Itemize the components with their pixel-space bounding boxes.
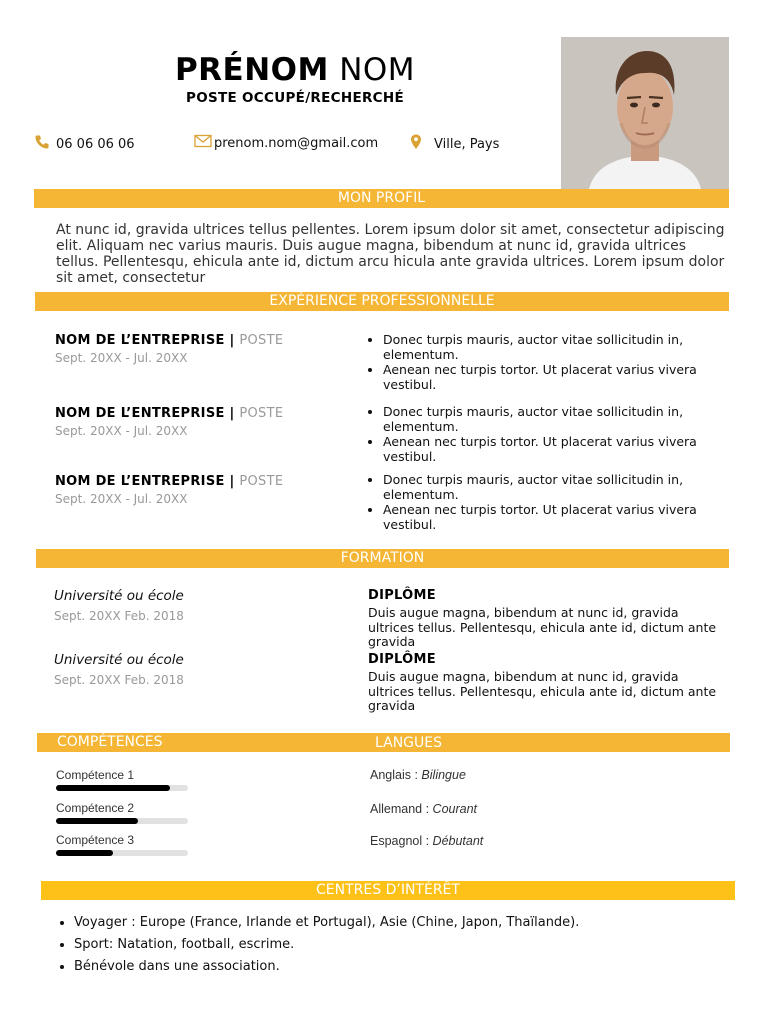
list-item: • Donec turpis mauris, auctor vitae sollicitudin in, elementum. [383, 473, 729, 502]
list-item: • Voyager : Europe (France, Irlande et Portugal), Asie (Chine, Japon, Thaïlande). [74, 912, 736, 933]
degree-title: DIPLÔME [368, 652, 436, 667]
email-address[interactable]: prenom.nom@gmail.com [214, 135, 379, 151]
education-detail-1 [368, 588, 728, 649]
experience-date: Sept. 20XX - Jul. 20XX [55, 424, 188, 438]
experience-entry-3 [55, 474, 283, 506]
phone-icon [34, 134, 50, 154]
phone-number: 06 06 06 06 [56, 136, 135, 152]
section-header-skills: COMPÉTENCES [57, 734, 163, 750]
contact-phone [34, 134, 135, 154]
degree-title: DIPLÔME [368, 588, 436, 603]
skill-label: Compétence 1 [56, 768, 135, 782]
language-2: Allemand : Courant [370, 802, 478, 816]
list-item: • Donec turpis mauris, auctor vitae sollicitudin in, elementum. [383, 333, 729, 362]
job-title: POSTE OCCUPÉ/RECHERCHÉ [186, 90, 404, 106]
school-name: Université ou école [54, 588, 184, 604]
interests-list [56, 912, 736, 978]
language-name: Espagnol [370, 834, 423, 848]
experience-bullets-3 [369, 473, 729, 535]
experience-entry-1 [55, 333, 283, 365]
degree-description: Duis augue magna, bibendum at nunc id, gravida ultrices tellus. Pellentesqu, ehicula ante id, dictum ante gravida [368, 669, 717, 713]
experience-bullets-2 [369, 405, 729, 467]
skill-track [56, 818, 188, 824]
full-name [0, 52, 590, 88]
language-3: Espagnol : Débutant [370, 834, 484, 848]
language-level: Débutant [432, 834, 484, 848]
language-name: Allemand [370, 802, 423, 816]
contact-email [194, 134, 378, 152]
company-line: NOM DE L’ENTREPRISE | POSTE [55, 474, 284, 489]
section-header-education: FORMATION [36, 549, 729, 568]
skill-label: Compétence 3 [56, 833, 135, 847]
profile-photo [561, 37, 729, 189]
contact-location [410, 134, 499, 154]
experience-entry-2 [55, 406, 283, 438]
education-date: Sept. 20XX Feb. 2018 [54, 673, 184, 687]
language-name: Anglais [370, 768, 411, 782]
skill-track [56, 785, 188, 791]
location-text: Ville, Pays [434, 136, 500, 152]
company-line: NOM DE L’ENTREPRISE | POSTE [55, 333, 284, 348]
list-item: • Bénévole dans une association. [74, 956, 736, 977]
experience-bullets-1 [369, 333, 729, 395]
language-level: Courant [432, 802, 478, 816]
skill-3 [56, 833, 188, 856]
skill-2 [56, 801, 188, 824]
section-header-interests: CENTRES D’INTÉRÊT [41, 881, 735, 900]
list-item: • Donec turpis mauris, auctor vitae sollicitudin in, elementum. [383, 405, 729, 434]
list-item: • Sport: Natation, football, escrime. [74, 934, 736, 955]
section-header-languages: LANGUES [375, 735, 442, 751]
profile-summary: At nunc id, gravida ultrices tellus pellentes. Lorem ipsum dolor sit amet, consectetur adipiscing elit. Aliquam nec varius mauris. Duis augue magna, bibendum at nunc id, gravida ultrices tellus. Pellentesqu, ehicula ante id, dictum arcu hicula ante gravida ultrices. Lorem ipsum dolor sit amet, consectetur [56, 222, 725, 286]
section-header-experience: EXPÉRIENCE PROFESSIONNELLE [35, 292, 729, 311]
skill-fill [56, 850, 113, 856]
education-entry-1 [54, 588, 184, 623]
envelope-icon [194, 134, 212, 152]
language-level: Bilingue [421, 768, 466, 782]
list-item: • Aenean nec turpis tortor. Ut placerat varius vivera vestibul. [383, 435, 729, 464]
list-item: • Aenean nec turpis tortor. Ut placerat varius vivera vestibul. [383, 503, 729, 532]
education-detail-2 [368, 652, 728, 713]
last-name: NOM [339, 52, 416, 88]
education-date: Sept. 20XX Feb. 2018 [54, 609, 184, 623]
company-line: NOM DE L’ENTREPRISE | POSTE [55, 406, 284, 421]
skill-fill [56, 785, 170, 791]
language-1: Anglais : Bilingue [370, 768, 466, 782]
section-header-profile: MON PROFIL [34, 189, 729, 208]
skill-label: Compétence 2 [56, 801, 135, 815]
school-name: Université ou école [54, 652, 184, 668]
degree-description: Duis augue magna, bibendum at nunc id, gravida ultrices tellus. Pellentesqu, ehicula ante id, dictum ante gravida [368, 605, 717, 649]
first-name: PRÉNOM [174, 52, 329, 88]
experience-date: Sept. 20XX - Jul. 20XX [55, 492, 188, 506]
map-pin-icon [410, 134, 422, 154]
education-entry-2 [54, 652, 184, 687]
experience-date: Sept. 20XX - Jul. 20XX [55, 351, 188, 365]
skill-fill [56, 818, 138, 824]
list-item: • Aenean nec turpis tortor. Ut placerat varius vivera vestibul. [383, 363, 729, 392]
section-header-skills-languages [37, 733, 730, 752]
skill-track [56, 850, 188, 856]
skill-1 [56, 768, 188, 791]
